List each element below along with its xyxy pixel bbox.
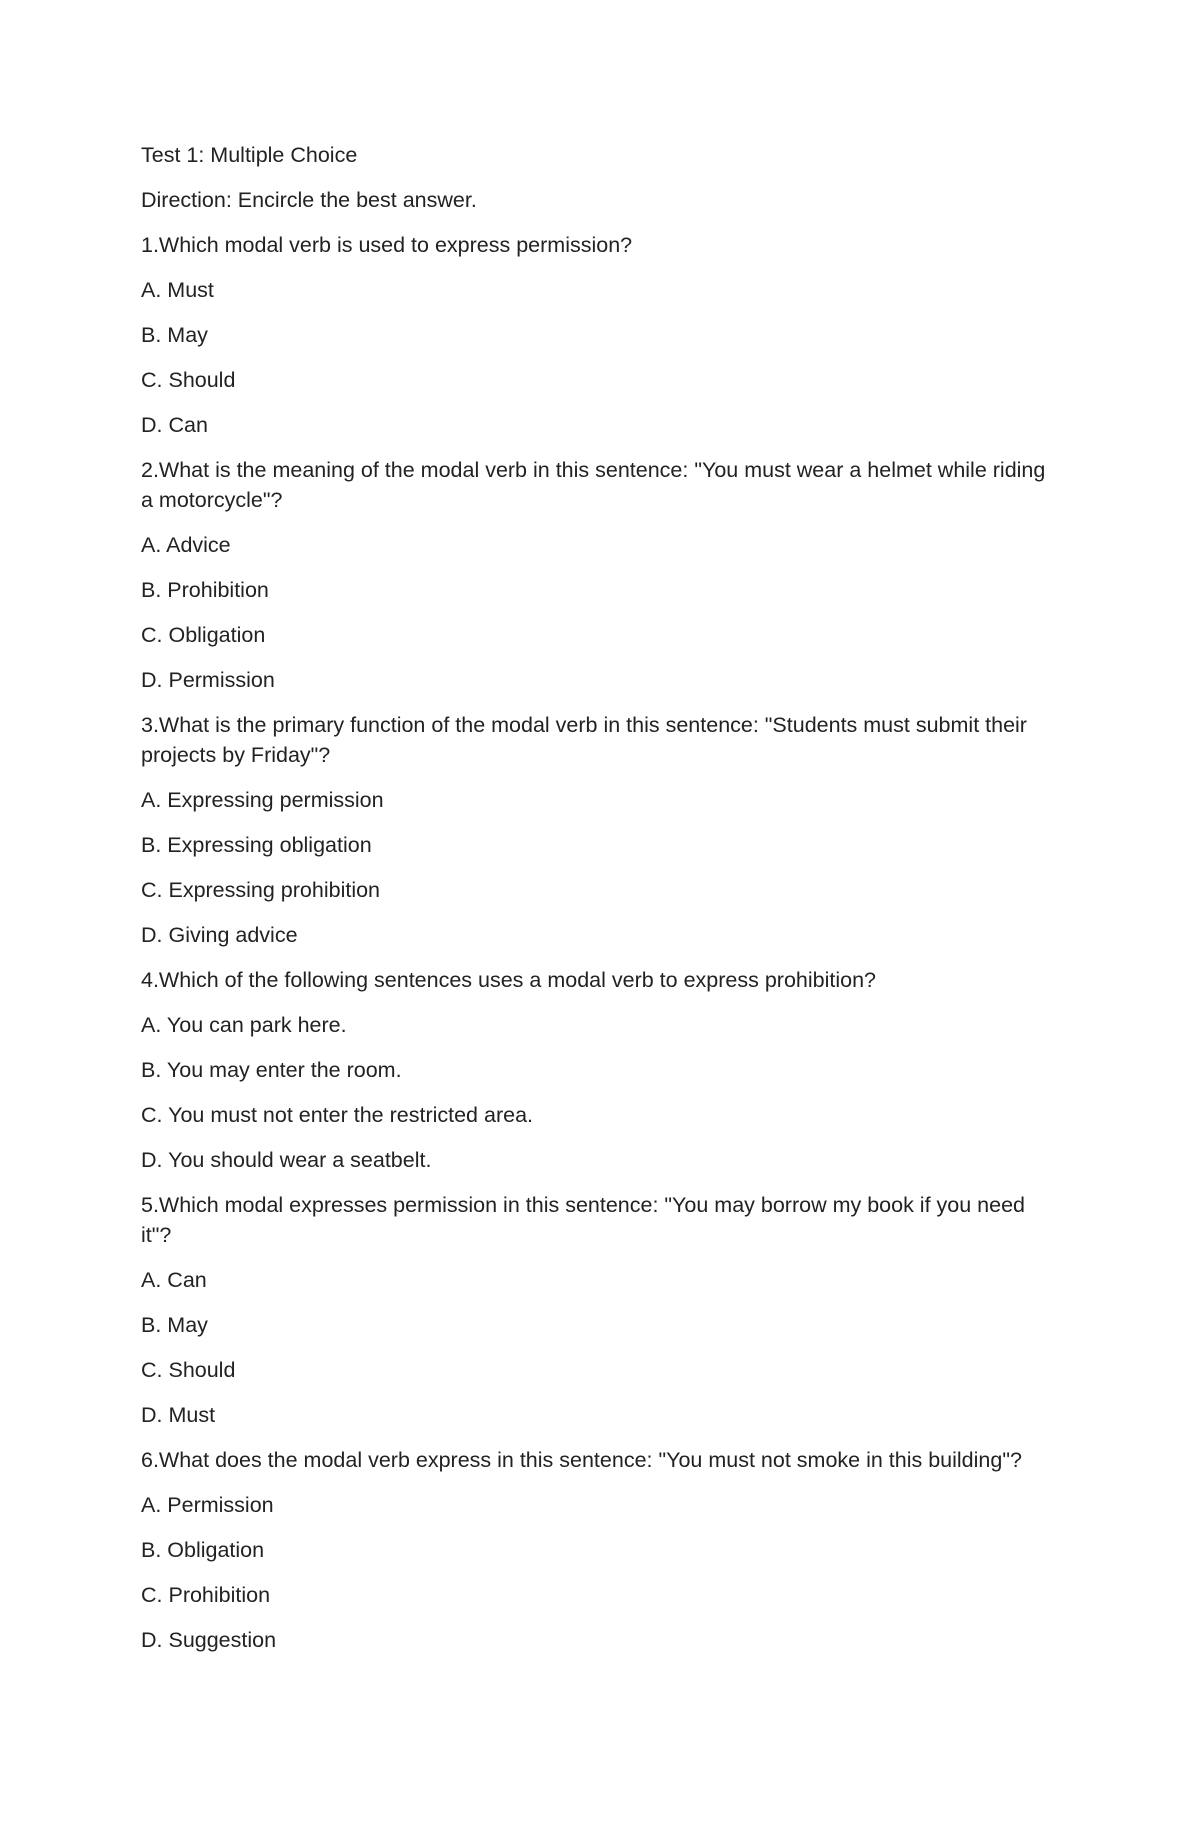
question-text: 2.What is the meaning of the modal verb in this sentence: "You must wear a helmet while riding a motorcycle"?	[141, 458, 1046, 512]
answer-option: A. You can park here.	[141, 1013, 347, 1037]
answer-option: A. Can	[141, 1268, 207, 1292]
answer-option: D. Suggestion	[141, 1628, 277, 1652]
answer-option: C. Expressing prohibition	[141, 878, 381, 902]
answer-option: B. Expressing obligation	[141, 833, 372, 857]
question-text: 3.What is the primary function of the modal verb in this sentence: "Students must submit their projects by Friday"?	[141, 713, 1027, 767]
answer-option: D. Can	[141, 413, 208, 437]
answer-option: C. Should	[141, 1358, 236, 1382]
answer-option: A. Expressing permission	[141, 788, 384, 812]
answer-option: D. Must	[141, 1403, 216, 1427]
document-page	[141, 140, 1061, 1670]
answer-option: B. May	[141, 323, 208, 347]
question-text: 1.Which modal verb is used to express permission?	[141, 233, 633, 257]
answer-option: B. You may enter the room.	[141, 1058, 402, 1082]
answer-option: B. May	[141, 1313, 208, 1337]
answer-option: C. You must not enter the restricted area.	[141, 1103, 533, 1127]
question-text: 5.Which modal expresses permission in this sentence: "You may borrow my book if you need it"?	[141, 1193, 1025, 1247]
question-4	[141, 965, 1061, 1175]
answer-option: D. Permission	[141, 668, 275, 692]
answer-option: D. Giving advice	[141, 923, 298, 947]
answer-option: A. Permission	[141, 1493, 274, 1517]
question-list	[141, 230, 1061, 1655]
question-2	[141, 455, 1061, 695]
question-3	[141, 710, 1061, 950]
answer-option: A. Advice	[141, 533, 231, 557]
answer-option: D. You should wear a seatbelt.	[141, 1148, 432, 1172]
question-5	[141, 1190, 1061, 1430]
answer-option: C. Obligation	[141, 623, 266, 647]
question-text: 6.What does the modal verb express in this sentence: "You must not smoke in this building"?	[141, 1448, 1022, 1472]
answer-option: C. Prohibition	[141, 1583, 271, 1607]
question-6	[141, 1445, 1061, 1655]
answer-option: A. Must	[141, 278, 214, 302]
directions: Direction: Encircle the best answer.	[141, 188, 477, 212]
question-1	[141, 230, 1061, 440]
answer-option: B. Prohibition	[141, 578, 269, 602]
answer-option: B. Obligation	[141, 1538, 265, 1562]
question-text: 4.Which of the following sentences uses a modal verb to express prohibition?	[141, 968, 876, 992]
test-title: Test 1: Multiple Choice	[141, 143, 358, 167]
answer-option: C. Should	[141, 368, 236, 392]
